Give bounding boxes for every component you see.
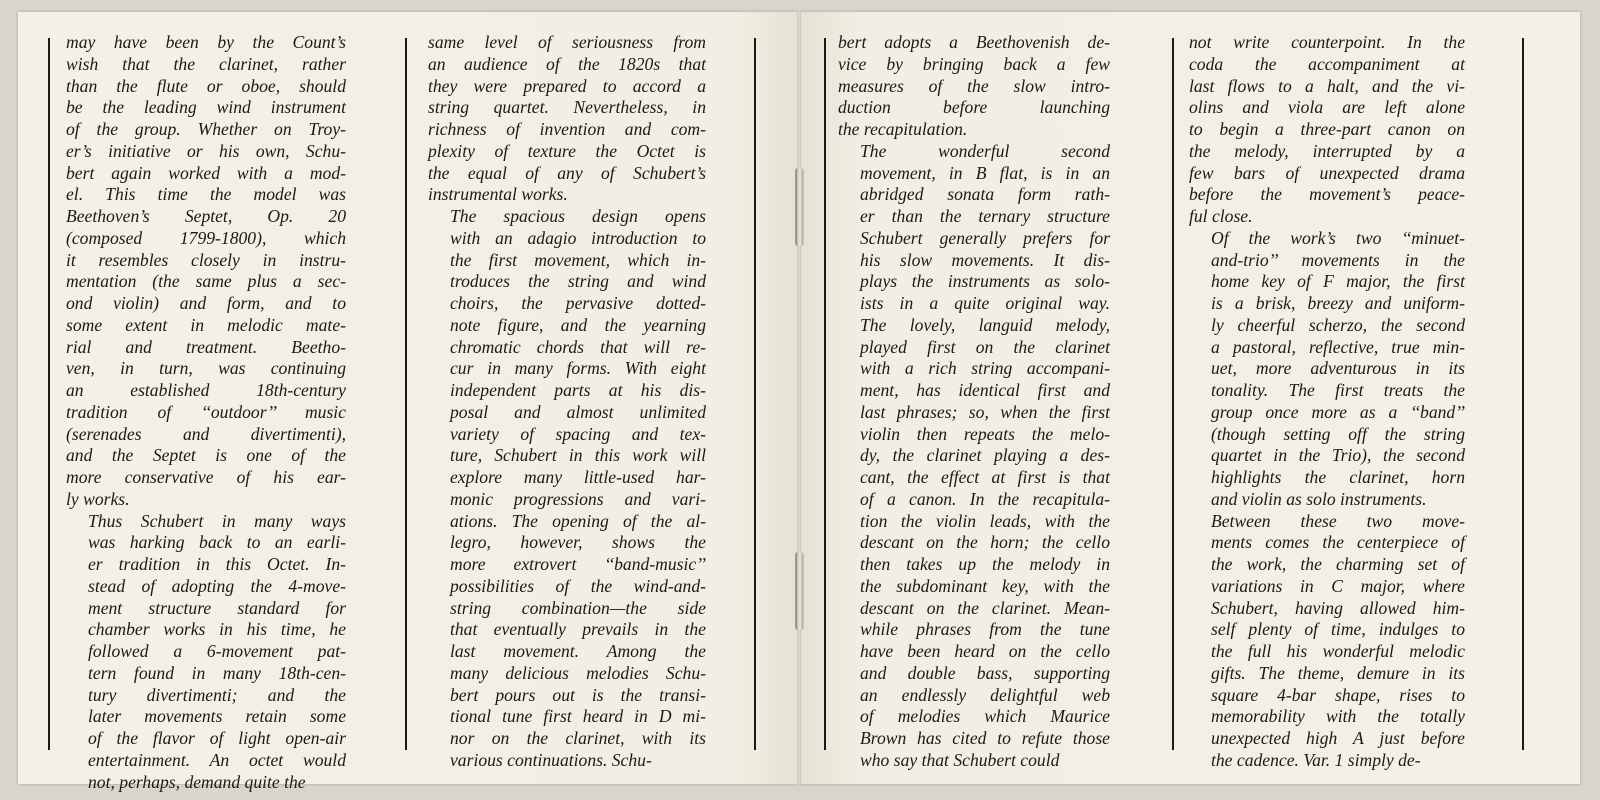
text-line: memorability with the totally [1211, 706, 1465, 727]
text-line: followed a 6-movement pat- [88, 641, 346, 661]
text-line: duction before launching [838, 97, 1110, 118]
text-line: string combination—the side [450, 597, 706, 618]
text-line: Beethoven’s Septet, Op. 20 [66, 206, 346, 226]
text-line: the work, the charming set of [1211, 554, 1465, 574]
text-line: of the flavor of light open-air [88, 728, 346, 748]
text-line: ment structure standard for [88, 597, 346, 618]
text-line: olins and viola are left alone [1189, 97, 1465, 118]
text-line: have been heard on the cello [860, 641, 1110, 661]
column-rule-2 [405, 38, 407, 750]
text-line: highlights the clarinet, horn [1211, 467, 1465, 487]
text-line: uet, more adventurous in its [1211, 358, 1465, 379]
column-rule-5 [1172, 38, 1174, 750]
text-line: and violin as solo instruments. [1211, 488, 1427, 509]
text-line: rial and treatment. Beetho- [66, 336, 346, 357]
staple-top [795, 168, 804, 246]
text-line: ists in a quite original way. [860, 293, 1110, 313]
text-line: the equal of any of Schubert’s [428, 162, 706, 183]
text-line: group once more as a ‘‘band’’ [1211, 401, 1465, 422]
text-line: er’s initiative or his own, Schu- [66, 140, 346, 161]
text-line: legro, however, shows the [450, 532, 706, 553]
text-line: the recapitulation. [838, 119, 968, 139]
paragraph [838, 141, 1110, 772]
text-line: the cadence. Var. 1 simply de- [1211, 749, 1421, 770]
paragraph [66, 511, 346, 794]
text-line: Thus Schubert in many ways [88, 510, 346, 531]
text-line: the subdominant key, with the [860, 575, 1110, 596]
text-column-4 [1189, 32, 1465, 772]
text-line: home key of F major, the first [1211, 271, 1465, 292]
text-line: that eventually prevails in the [450, 619, 706, 640]
text-line: chamber works in his time, he [88, 619, 346, 640]
text-line: vice by bringing back a few [838, 53, 1110, 74]
paragraph [1189, 32, 1465, 228]
text-line: an endlessly delightful web [860, 684, 1110, 705]
text-line: bert adopts a Beethovenish de- [838, 32, 1110, 52]
text-line: than the flute or oboe, should [66, 75, 346, 96]
text-line: Between these two move- [1211, 510, 1465, 531]
text-line: possibilities of the wind-and- [450, 575, 706, 596]
text-line: Brown has cited to refute those [860, 728, 1110, 748]
text-line: of a canon. In the recapitula- [860, 488, 1110, 509]
paragraph [1189, 228, 1465, 511]
text-line: unexpected high A just before [1211, 728, 1465, 748]
text-line: descant on the horn; the cello [860, 532, 1110, 553]
text-line: to begin a three-part canon on [1189, 119, 1465, 139]
text-line: instrumental works. [428, 184, 568, 205]
text-line: self plenty of time, indulges to [1211, 619, 1465, 640]
staple-bottom [795, 552, 804, 630]
text-line: tion the violin leads, with the [860, 510, 1110, 531]
text-line: plays the instruments as solo- [860, 271, 1110, 292]
text-line: ly cheerful scherzo, the second [1211, 314, 1465, 335]
text-line: gifts. The theme, demure in its [1211, 662, 1465, 683]
text-line: later movements retain some [88, 706, 346, 727]
text-line: more extrovert ‘‘band-music’’ [450, 554, 706, 574]
text-line: who say that Schubert could [860, 749, 1060, 770]
text-line: el. This time the model was [66, 184, 346, 205]
text-line: last movement. Among the [450, 641, 706, 661]
text-line: dy, the clarinet playing a des- [860, 445, 1110, 466]
text-line: not write counterpoint. In the [1189, 32, 1465, 52]
text-line: variety of spacing and tex- [450, 423, 706, 444]
text-line: ful close. [1189, 206, 1253, 226]
text-line: plexity of texture the Octet is [428, 140, 706, 161]
text-line: last phrases; so, when the first [860, 401, 1110, 422]
column-rule-4 [824, 38, 826, 750]
text-line: Schubert, having allowed him- [1211, 597, 1465, 618]
text-line: was harking back to an earli- [88, 532, 346, 553]
column-rule-3 [754, 38, 756, 750]
text-column-3 [838, 32, 1110, 772]
text-line: wish that the clarinet, rather [66, 53, 346, 74]
text-line: Of the work’s two ‘‘minuet- [1211, 227, 1465, 248]
text-line: ations. The opening of the al- [450, 510, 706, 531]
text-line: er than the ternary structure [860, 206, 1110, 226]
center-fold [797, 12, 801, 784]
text-line: tern found in many 18th-cen- [88, 662, 346, 683]
text-line: is a brisk, breezy and uniform- [1211, 293, 1465, 313]
text-column-2 [428, 32, 706, 772]
text-line: variations in C major, where [1211, 575, 1465, 596]
text-line: Schubert generally prefers for [860, 227, 1110, 248]
text-line: and the Septet is one of the [66, 445, 346, 466]
text-line: and double bass, supporting [860, 662, 1110, 683]
text-line: not, perhaps, demand quite the [88, 771, 306, 792]
text-line: note figure, and the yearning [450, 314, 706, 335]
text-line: ly works. [66, 488, 130, 509]
text-line: richness of invention and com- [428, 119, 706, 139]
text-line: The wonderful second [860, 140, 1110, 161]
text-line: (though setting off the string [1211, 423, 1465, 444]
text-line: few bars of unexpected drama [1189, 162, 1465, 183]
text-line: of the group. Whether on Troy- [66, 119, 346, 139]
text-line: tional tune first heard in D mi- [450, 706, 706, 727]
text-line: nor on the clarinet, with its [450, 728, 706, 748]
text-line: the melody, interrupted by a [1189, 140, 1465, 161]
paragraph [428, 32, 706, 206]
text-line: before the movement’s peace- [1189, 184, 1465, 205]
text-line: played first on the clarinet [860, 336, 1110, 357]
text-line: an established 18th-century [66, 380, 346, 400]
text-line: measures of the slow intro- [838, 75, 1110, 96]
text-line: square 4-bar shape, rises to [1211, 684, 1465, 705]
text-line: violin then repeats the melo- [860, 423, 1110, 444]
text-line: with a rich string accompani- [860, 358, 1110, 379]
text-line: be the leading wind instrument [66, 97, 346, 118]
text-line: (composed 1799-1800), which [66, 227, 346, 248]
text-line: string quartet. Nevertheless, in [428, 97, 706, 118]
text-line: choirs, the pervasive dotted- [450, 293, 706, 313]
text-line: it resembles closely in instru- [66, 249, 346, 270]
paragraph [838, 32, 1110, 141]
paragraph [1189, 511, 1465, 772]
text-column-1 [66, 32, 346, 793]
text-line: many delicious melodies Schu- [450, 662, 706, 683]
text-line: the full his wonderful melodic [1211, 641, 1465, 661]
text-line: tonality. The first treats the [1211, 380, 1465, 400]
text-line: quartet in the Trio), the second [1211, 445, 1465, 466]
text-line: bert pours out is the transi- [450, 684, 706, 705]
text-line: with an adagio introduction to [450, 227, 706, 248]
text-line: The lovely, languid melody, [860, 314, 1110, 335]
text-line: stead of adopting the 4-move- [88, 575, 346, 596]
text-line: (serenades and divertimenti), [66, 423, 346, 444]
text-line: ments comes the centerpiece of [1211, 532, 1465, 553]
text-line: troduces the string and wind [450, 271, 706, 292]
text-line: the first movement, which in- [450, 249, 706, 270]
text-line: bert again worked with a mod- [66, 162, 346, 183]
text-line: cur in many forms. With eight [450, 358, 706, 379]
text-line: ment, has identical first and [860, 380, 1110, 400]
text-line: ond violin) and form, and to [66, 293, 346, 313]
text-line: various continuations. Schu- [450, 749, 652, 770]
text-line: an audience of the 1820s that [428, 53, 706, 74]
text-line: ture, Schubert in this work will [450, 445, 706, 466]
text-line: a pastoral, reflective, true min- [1211, 336, 1465, 357]
paragraph [66, 32, 346, 511]
text-line: then takes up the melody in [860, 554, 1110, 574]
text-line: mentation (the same plus a sec- [66, 271, 346, 292]
text-line: independent parts at his dis- [450, 380, 706, 400]
text-line: explore many little-used har- [450, 467, 706, 487]
text-line: may have been by the Count’s [66, 32, 346, 52]
text-line: tury divertimenti; and the [88, 684, 346, 705]
text-line: they were prepared to accord a [428, 75, 706, 96]
text-line: ven, in turn, was continuing [66, 358, 346, 379]
text-line: cant, the effect at first is that [860, 467, 1110, 487]
text-line: chromatic chords that will re- [450, 336, 706, 357]
text-line: er tradition in this Octet. In- [88, 554, 346, 574]
text-line: coda the accompaniment at [1189, 53, 1465, 74]
text-line: some extent in melodic mate- [66, 314, 346, 335]
text-line: tradition of ‘‘outdoor’’ music [66, 401, 346, 422]
column-rule-6 [1522, 38, 1524, 750]
text-line: movement, in B flat, is in an [860, 162, 1110, 183]
text-line: his slow movements. It dis- [860, 249, 1110, 270]
paragraph [428, 206, 706, 772]
text-line: and-trio’’ movements in the [1211, 249, 1465, 270]
text-line: monic progressions and vari- [450, 488, 706, 509]
text-line: entertainment. An octet would [88, 749, 346, 770]
text-line: abridged sonata form rath- [860, 184, 1110, 205]
text-line: last flows to a halt, and the vi- [1189, 75, 1465, 96]
text-line: posal and almost unlimited [450, 401, 706, 422]
text-line: more conservative of his ear- [66, 467, 346, 487]
text-line: while phrases from the tune [860, 619, 1110, 640]
column-rule-1 [48, 38, 50, 750]
text-line: same level of seriousness from [428, 32, 706, 52]
text-line: descant on the clarinet. Mean- [860, 597, 1110, 618]
text-line: of melodies which Maurice [860, 706, 1110, 727]
text-line: The spacious design opens [450, 206, 706, 226]
